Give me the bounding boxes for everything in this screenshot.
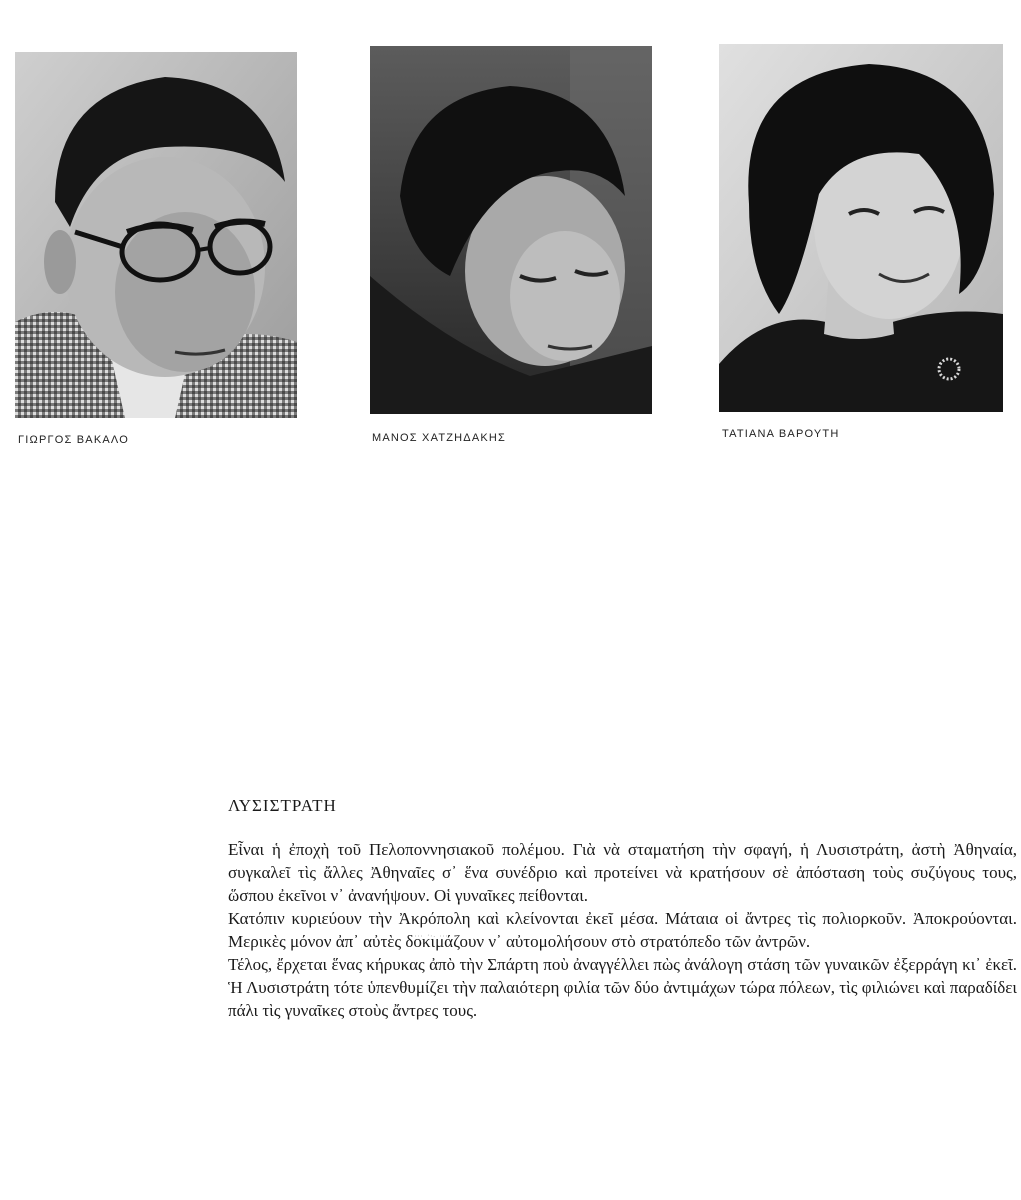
portrait-image-2 [370,46,652,414]
scan-artifact [410,932,450,940]
synopsis-paragraph-3: Τέλος, ἔρχεται ἕνας κήρυκας ἀπὸ τὴν Σπάρτη ποὺ ἀναγγέλλει πὼς ἀνάλογη στάση τῶν γυναικῶν ἐξερράγη κι᾽ ἐκεῖ. Ἡ Λυσιστράτη τότε ὑπενθυμίζει τὴν παλαιότερη φιλία τῶν δύο ἀντιμάχων τώρα πόλεων, τὶς φιλιώνει καὶ παραδίδει πάλι τὶς γυναῖκες στοὺς ἄντρες τους. [228,955,1017,1020]
photo-caption-1: ΓΙΩΡΓΟΣ ΒΑΚΑΛΟ [18,434,129,446]
photo-caption-3: ΤΑΤΙΑΝΑ ΒΑΡΟΥΤΗ [722,428,840,440]
portrait-photo-1 [15,52,297,418]
synopsis-paragraph-2: Κατόπιν κυριεύουν τὴν Ἀκρόπολη καὶ κλείνονται ἐκεῖ μέσα. Μάταια οἱ ἄντρες τὶς πολιορκοῦν. Ἀποκρούονται. Μερικὲς μόνον ἀπ᾽ αὐτὲς δοκιμάζουν ν᾽ αὐτομολήσουν στὸ στρατόπεδο τῶν ἀντρῶν. [228,909,1017,951]
portrait-image-1 [15,52,297,418]
synopsis-title: ΛΥΣΙΣΤΡΑΤΗ [228,796,337,815]
photo-caption-2: ΜΑΝΟΣ ΧΑΤΖΗΔΑΚΗΣ [372,432,507,444]
portrait-image-3 [719,44,1003,412]
portrait-photo-3 [719,44,1003,412]
synopsis-body [228,838,1017,1022]
synopsis-paragraph-1: Εἶναι ἡ ἐποχὴ τοῦ Πελοποννησιακοῦ πολέμου. Γιὰ νὰ σταματήση τὴν σφαγή, ἡ Λυσιστράτη, ἀστὴ Ἀθηναία, συγκαλεῖ τὶς ἄλλες Ἀθηναῖες σ᾽ ἕνα συνέδριο καὶ προτείνει νὰ κρατήσουν σὲ ἀπόσταση τοὺς συζύγους τους, ὥσπου ἐκεῖνοι ν᾽ ἀνανήψουν. Οἱ γυναῖκες πείθονται. [228,840,1017,905]
portrait-photo-2 [370,46,652,414]
